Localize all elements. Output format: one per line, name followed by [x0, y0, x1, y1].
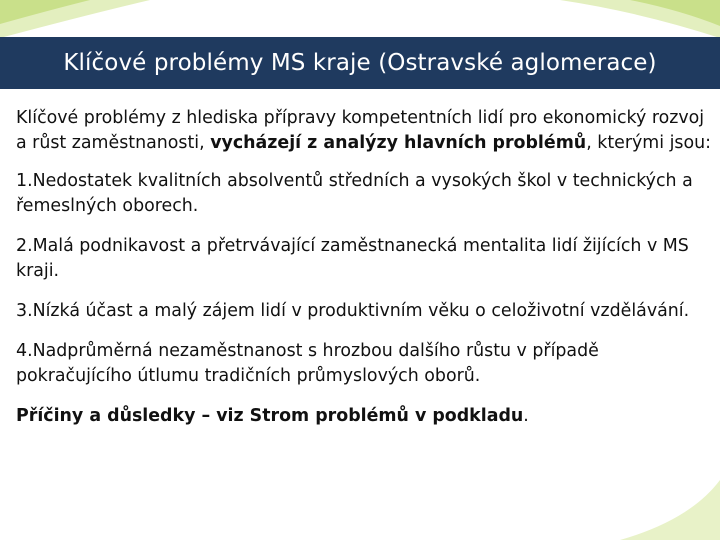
intro-bold-text: vycházejí z analýzy hlavních problémů	[210, 133, 587, 153]
problem-item-3: 3.Nízká účast a malý zájem lidí v produktivním věku o celoživotní vzdělávání.	[16, 301, 690, 321]
footer-note	[16, 404, 716, 429]
top-right-decoration	[520, 0, 720, 40]
problem-item-4: 4.Nadprůměrná nezaměstnanost s hrozbou dalšího růstu v případě pokračujícího útlumu tradičních průmyslových oborů.	[16, 341, 599, 386]
slide-title: Klíčové problémy MS kraje (Ostravské aglomerace)	[63, 50, 657, 76]
footer-tail: .	[523, 406, 529, 426]
top-left-decoration	[0, 0, 200, 40]
intro-text: Klíčové problémy z hlediska přípravy kompetentních lidí pro ekonomický rozvoj a růst zaměstnanosti,	[16, 108, 705, 153]
intro-paragraph	[16, 106, 716, 156]
bottom-right-decoration	[600, 470, 720, 540]
footer-bold-text: Příčiny a důsledky – viz Strom problémů v podkladu	[16, 406, 524, 426]
intro-text-end: , kterými jsou:	[586, 133, 712, 153]
title-bar	[0, 37, 720, 89]
problem-item-2: 2.Malá podnikavost a přetrvávající zaměstnanecká mentalita lidí žijících v MS kraji.	[16, 236, 689, 281]
slide-content	[16, 106, 716, 429]
problem-item-1: 1.Nedostatek kvalitních absolventů středních a vysokých škol v technických a řemeslných oborech.	[16, 171, 693, 216]
